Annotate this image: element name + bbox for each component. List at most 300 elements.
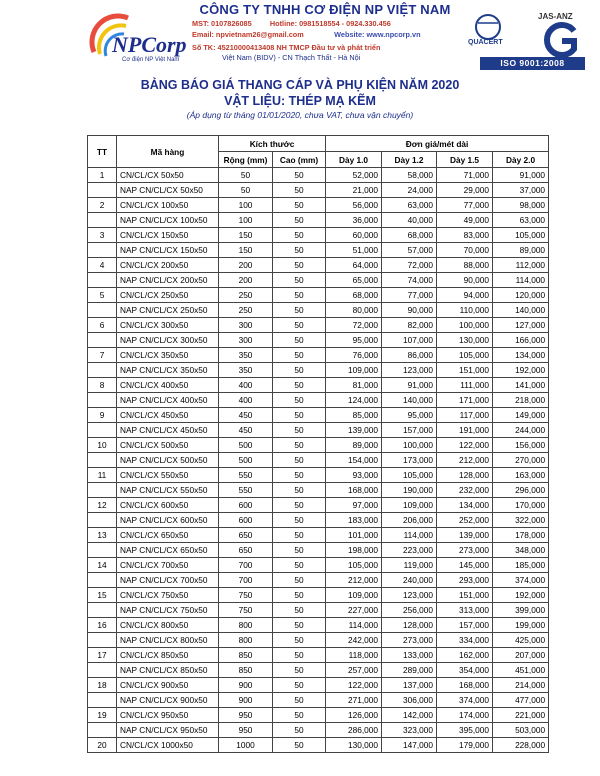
cell-price-d12: 240,000	[382, 573, 437, 588]
table-row	[88, 363, 549, 378]
cell-price-d10: 168,000	[326, 483, 382, 498]
cell-price-d15: 71,000	[437, 168, 493, 183]
contact-line-1	[192, 19, 391, 28]
cell-tt: 19	[88, 708, 117, 723]
cell-price-d12: 289,000	[382, 663, 437, 678]
header-height: Cao (mm)	[273, 152, 326, 168]
cell-width: 700	[219, 558, 273, 573]
cell-price-d10: 118,000	[326, 648, 382, 663]
cell-price-d20: 114,000	[493, 273, 549, 288]
table-row	[88, 693, 549, 708]
cell-tt	[88, 633, 117, 648]
cell-price-d12: 137,000	[382, 678, 437, 693]
cell-price-d12: 147,000	[382, 738, 437, 753]
cell-item: NAP CN/CL/CX 850x50	[117, 663, 219, 678]
table-row	[88, 543, 549, 558]
cell-price-d20: 163,000	[493, 468, 549, 483]
jas-anz-label: JAS-ANZ	[538, 12, 573, 21]
cell-height: 50	[273, 228, 326, 243]
cell-item: NAP CN/CL/CX 650x50	[117, 543, 219, 558]
cell-tt	[88, 243, 117, 258]
cell-price-d20: 425,000	[493, 633, 549, 648]
cell-price-d10: 227,000	[326, 603, 382, 618]
cell-price-d20: 91,000	[493, 168, 549, 183]
cell-price-d20: 170,000	[493, 498, 549, 513]
table-row	[88, 198, 549, 213]
cell-price-d15: 128,000	[437, 468, 493, 483]
cell-price-d10: 242,000	[326, 633, 382, 648]
cell-price-d20: 199,000	[493, 618, 549, 633]
cell-width: 900	[219, 693, 273, 708]
cell-price-d20: 105,000	[493, 228, 549, 243]
cell-price-d10: 89,000	[326, 438, 382, 453]
cell-price-d10: 105,000	[326, 558, 382, 573]
website: Website: www.npcorp.vn	[334, 30, 421, 39]
cell-tt: 4	[88, 258, 117, 273]
cell-item: CN/CL/CX 500x50	[117, 438, 219, 453]
cell-price-d20: 244,000	[493, 423, 549, 438]
header-width: Rộng (mm)	[219, 152, 273, 168]
table-row	[88, 723, 549, 738]
cell-item: NAP CN/CL/CX 450x50	[117, 423, 219, 438]
cell-price-d15: 145,000	[437, 558, 493, 573]
cell-price-d12: 100,000	[382, 438, 437, 453]
cell-tt: 17	[88, 648, 117, 663]
cell-height: 50	[273, 513, 326, 528]
cell-tt: 3	[88, 228, 117, 243]
cell-width: 400	[219, 378, 273, 393]
cell-width: 500	[219, 453, 273, 468]
cell-price-d10: 80,000	[326, 303, 382, 318]
cell-height: 50	[273, 648, 326, 663]
cell-price-d12: 128,000	[382, 618, 437, 633]
cell-price-d12: 173,000	[382, 453, 437, 468]
cell-width: 600	[219, 513, 273, 528]
cell-price-d15: 117,000	[437, 408, 493, 423]
table-row	[88, 528, 549, 543]
cell-width: 350	[219, 348, 273, 363]
cell-height: 50	[273, 168, 326, 183]
cell-item: NAP CN/CL/CX 150x50	[117, 243, 219, 258]
cell-price-d10: 81,000	[326, 378, 382, 393]
cell-price-d15: 130,000	[437, 333, 493, 348]
cell-tt	[88, 303, 117, 318]
cell-price-d12: 91,000	[382, 378, 437, 393]
cell-tt: 12	[88, 498, 117, 513]
cell-price-d12: 157,000	[382, 423, 437, 438]
cell-height: 50	[273, 318, 326, 333]
cell-price-d10: 114,000	[326, 618, 382, 633]
cell-width: 50	[219, 168, 273, 183]
cell-price-d12: 90,000	[382, 303, 437, 318]
cell-width: 700	[219, 573, 273, 588]
material-title: VẬT LIỆU: THÉP MẠ KẼM	[224, 94, 376, 108]
cell-price-d12: 133,000	[382, 648, 437, 663]
cell-price-d10: 93,000	[326, 468, 382, 483]
cell-item: CN/CL/CX 400x50	[117, 378, 219, 393]
cell-item: NAP CN/CL/CX 300x50	[117, 333, 219, 348]
cell-price-d10: 72,000	[326, 318, 382, 333]
cell-height: 50	[273, 558, 326, 573]
cell-item: NAP CN/CL/CX 350x50	[117, 363, 219, 378]
cell-price-d20: 348,000	[493, 543, 549, 558]
cell-price-d20: 218,000	[493, 393, 549, 408]
header-item: Mã hàng	[117, 136, 219, 168]
cell-width: 300	[219, 333, 273, 348]
cell-price-d15: 334,000	[437, 633, 493, 648]
cell-height: 50	[273, 198, 326, 213]
cell-price-d12: 105,000	[382, 468, 437, 483]
cell-price-d10: 56,000	[326, 198, 382, 213]
cell-tt	[88, 483, 117, 498]
cell-item: CN/CL/CX 550x50	[117, 468, 219, 483]
cell-price-d10: 139,000	[326, 423, 382, 438]
cell-height: 50	[273, 603, 326, 618]
cell-tt: 8	[88, 378, 117, 393]
table-row	[88, 468, 549, 483]
cell-price-d15: 252,000	[437, 513, 493, 528]
table-row	[88, 678, 549, 693]
cell-price-d15: 90,000	[437, 273, 493, 288]
cell-width: 150	[219, 243, 273, 258]
cell-tt: 13	[88, 528, 117, 543]
cell-price-d15: 110,000	[437, 303, 493, 318]
cell-price-d20: 149,000	[493, 408, 549, 423]
cell-price-d15: 77,000	[437, 198, 493, 213]
quacert-name: QUACERT	[468, 39, 503, 46]
table-row	[88, 288, 549, 303]
logo-text: NPCorp	[112, 32, 187, 57]
cell-item: CN/CL/CX 50x50	[117, 168, 219, 183]
cell-price-d10: 122,000	[326, 678, 382, 693]
cell-price-d10: 109,000	[326, 588, 382, 603]
cell-price-d20: 228,000	[493, 738, 549, 753]
table-row	[88, 168, 549, 183]
cell-item: CN/CL/CX 950x50	[117, 708, 219, 723]
cell-item: CN/CL/CX 200x50	[117, 258, 219, 273]
cell-item: CN/CL/CX 900x50	[117, 678, 219, 693]
cell-item: CN/CL/CX 1000x50	[117, 738, 219, 753]
cell-price-d10: 198,000	[326, 543, 382, 558]
header-d20: Dày 2.0	[493, 152, 549, 168]
cell-price-d20: 37,000	[493, 183, 549, 198]
email: Email: npvietnam26@gmail.com	[192, 30, 304, 39]
cell-item: NAP CN/CL/CX 400x50	[117, 393, 219, 408]
cell-item: NAP CN/CL/CX 550x50	[117, 483, 219, 498]
cell-height: 50	[273, 423, 326, 438]
cell-price-d12: 57,000	[382, 243, 437, 258]
cell-tt	[88, 543, 117, 558]
table-row	[88, 558, 549, 573]
cell-price-d20: 451,000	[493, 663, 549, 678]
cell-width: 600	[219, 498, 273, 513]
cell-height: 50	[273, 408, 326, 423]
cell-price-d15: 212,000	[437, 453, 493, 468]
cell-price-d15: 151,000	[437, 363, 493, 378]
cell-price-d12: 95,000	[382, 408, 437, 423]
cell-height: 50	[273, 498, 326, 513]
cell-price-d15: 94,000	[437, 288, 493, 303]
cell-tt	[88, 273, 117, 288]
cell-price-d10: 130,000	[326, 738, 382, 753]
cell-price-d12: 86,000	[382, 348, 437, 363]
cell-price-d20: 399,000	[493, 603, 549, 618]
cell-price-d15: 395,000	[437, 723, 493, 738]
cell-height: 50	[273, 393, 326, 408]
cell-price-d12: 72,000	[382, 258, 437, 273]
cell-price-d20: 322,000	[493, 513, 549, 528]
table-row	[88, 738, 549, 753]
cell-price-d15: 179,000	[437, 738, 493, 753]
cell-width: 800	[219, 633, 273, 648]
cell-tt: 16	[88, 618, 117, 633]
cell-item: NAP CN/CL/CX 250x50	[117, 303, 219, 318]
cell-price-d20: 140,000	[493, 303, 549, 318]
header-price-group: Đơn giá/mét dài	[326, 136, 549, 152]
cell-price-d12: 123,000	[382, 363, 437, 378]
cell-width: 100	[219, 198, 273, 213]
cell-price-d20: 156,000	[493, 438, 549, 453]
cell-price-d10: 183,000	[326, 513, 382, 528]
cell-item: CN/CL/CX 850x50	[117, 648, 219, 663]
cell-tt	[88, 573, 117, 588]
cell-tt	[88, 213, 117, 228]
cell-price-d15: 191,000	[437, 423, 493, 438]
cell-width: 850	[219, 648, 273, 663]
cell-price-d10: 101,000	[326, 528, 382, 543]
cell-width: 350	[219, 363, 273, 378]
cell-price-d15: 273,000	[437, 543, 493, 558]
cell-price-d15: 162,000	[437, 648, 493, 663]
cell-price-d20: 134,000	[493, 348, 549, 363]
price-note: (Áp dụng từ tháng 01/01/2020, chưa VAT, chưa vận chuyển)	[186, 110, 414, 120]
quacert-badge	[470, 13, 590, 69]
cell-price-d12: 256,000	[382, 603, 437, 618]
cell-width: 800	[219, 618, 273, 633]
cell-price-d10: 52,000	[326, 168, 382, 183]
table-row	[88, 258, 549, 273]
cell-price-d20: 89,000	[493, 243, 549, 258]
cell-tt	[88, 363, 117, 378]
cell-price-d20: 112,000	[493, 258, 549, 273]
cell-tt	[88, 183, 117, 198]
cell-width: 500	[219, 438, 273, 453]
cell-tt	[88, 393, 117, 408]
table-row	[88, 708, 549, 723]
contact-line-2	[192, 30, 421, 39]
cell-price-d10: 51,000	[326, 243, 382, 258]
cell-width: 650	[219, 543, 273, 558]
table-row	[88, 393, 549, 408]
cell-item: NAP CN/CL/CX 100x50	[117, 213, 219, 228]
header-d10: Dày 1.0	[326, 152, 382, 168]
iso-label: ISO 9001:2008	[480, 57, 585, 70]
cell-height: 50	[273, 438, 326, 453]
cell-height: 50	[273, 213, 326, 228]
table-row	[88, 243, 549, 258]
cell-price-d10: 286,000	[326, 723, 382, 738]
cell-tt	[88, 693, 117, 708]
table-row	[88, 618, 549, 633]
document-header	[0, 0, 600, 72]
cell-tt: 1	[88, 168, 117, 183]
cell-price-d12: 63,000	[382, 198, 437, 213]
cell-width: 400	[219, 393, 273, 408]
cell-price-d20: 166,000	[493, 333, 549, 348]
table-row	[88, 228, 549, 243]
table-row	[88, 513, 549, 528]
cell-item: NAP CN/CL/CX 50x50	[117, 183, 219, 198]
cell-width: 900	[219, 678, 273, 693]
cell-width: 450	[219, 408, 273, 423]
cell-tt: 6	[88, 318, 117, 333]
cell-price-d20: 503,000	[493, 723, 549, 738]
table-row	[88, 663, 549, 678]
cell-width: 150	[219, 228, 273, 243]
table-row	[88, 648, 549, 663]
cell-price-d15: 139,000	[437, 528, 493, 543]
cell-height: 50	[273, 588, 326, 603]
cell-price-d20: 192,000	[493, 363, 549, 378]
cell-height: 50	[273, 663, 326, 678]
cell-price-d12: 119,000	[382, 558, 437, 573]
cell-price-d15: 88,000	[437, 258, 493, 273]
cell-height: 50	[273, 258, 326, 273]
company-name: CÔNG TY TNHH CƠ ĐIỆN NP VIỆT NAM	[199, 2, 451, 17]
cell-price-d12: 140,000	[382, 393, 437, 408]
cell-price-d20: 192,000	[493, 588, 549, 603]
cell-price-d10: 154,000	[326, 453, 382, 468]
table-row	[88, 213, 549, 228]
cell-height: 50	[273, 573, 326, 588]
cell-width: 50	[219, 183, 273, 198]
cell-item: NAP CN/CL/CX 950x50	[117, 723, 219, 738]
cell-price-d10: 36,000	[326, 213, 382, 228]
cell-width: 650	[219, 528, 273, 543]
cell-height: 50	[273, 303, 326, 318]
header-d15: Dày 1.5	[437, 152, 493, 168]
cell-width: 550	[219, 483, 273, 498]
cell-price-d12: 190,000	[382, 483, 437, 498]
npcorp-logo	[88, 12, 200, 64]
cell-price-d12: 68,000	[382, 228, 437, 243]
cell-tt	[88, 423, 117, 438]
header-tt: TT	[88, 136, 117, 168]
cell-tt	[88, 453, 117, 468]
cell-price-d20: 127,000	[493, 318, 549, 333]
table-row	[88, 273, 549, 288]
cell-price-d12: 114,000	[382, 528, 437, 543]
cell-item: NAP CN/CL/CX 800x50	[117, 633, 219, 648]
cell-price-d20: 214,000	[493, 678, 549, 693]
cell-height: 50	[273, 693, 326, 708]
cell-height: 50	[273, 453, 326, 468]
cell-height: 50	[273, 483, 326, 498]
cell-item: NAP CN/CL/CX 500x50	[117, 453, 219, 468]
cell-price-d12: 58,000	[382, 168, 437, 183]
cell-tt: 10	[88, 438, 117, 453]
table-row	[88, 183, 549, 198]
cell-item: CN/CL/CX 650x50	[117, 528, 219, 543]
cell-price-d15: 105,000	[437, 348, 493, 363]
table-row	[88, 603, 549, 618]
logo-subtext: Cơ điện NP Việt Nam	[122, 57, 180, 63]
table-row	[88, 303, 549, 318]
cell-price-d10: 76,000	[326, 348, 382, 363]
table-row	[88, 378, 549, 393]
cell-price-d12: 109,000	[382, 498, 437, 513]
cell-height: 50	[273, 543, 326, 558]
cell-price-d10: 212,000	[326, 573, 382, 588]
cell-item: CN/CL/CX 350x50	[117, 348, 219, 363]
bank-line-2: Việt Nam (BIDV) - CN Thạch Thất - Hà Nội	[222, 53, 361, 62]
cell-item: CN/CL/CX 300x50	[117, 318, 219, 333]
cell-price-d15: 83,000	[437, 228, 493, 243]
cell-height: 50	[273, 708, 326, 723]
cell-width: 200	[219, 258, 273, 273]
table-row	[88, 573, 549, 588]
cell-price-d12: 74,000	[382, 273, 437, 288]
cell-height: 50	[273, 633, 326, 648]
cell-price-d15: 70,000	[437, 243, 493, 258]
cell-price-d10: 95,000	[326, 333, 382, 348]
cell-height: 50	[273, 378, 326, 393]
cell-price-d15: 111,000	[437, 378, 493, 393]
cell-price-d12: 40,000	[382, 213, 437, 228]
cell-height: 50	[273, 333, 326, 348]
cell-item: CN/CL/CX 800x50	[117, 618, 219, 633]
cell-item: CN/CL/CX 100x50	[117, 198, 219, 213]
cell-price-d10: 271,000	[326, 693, 382, 708]
cell-height: 50	[273, 183, 326, 198]
table-row	[88, 318, 549, 333]
cell-tt: 15	[88, 588, 117, 603]
cell-tt: 7	[88, 348, 117, 363]
cell-price-d20: 207,000	[493, 648, 549, 663]
cell-width: 450	[219, 423, 273, 438]
cell-tt	[88, 723, 117, 738]
table-row	[88, 453, 549, 468]
cell-item: CN/CL/CX 250x50	[117, 288, 219, 303]
cell-tt: 9	[88, 408, 117, 423]
cell-width: 750	[219, 603, 273, 618]
cell-price-d15: 134,000	[437, 498, 493, 513]
cell-width: 850	[219, 663, 273, 678]
cell-width: 250	[219, 288, 273, 303]
cell-height: 50	[273, 363, 326, 378]
cell-height: 50	[273, 348, 326, 363]
table-row	[88, 483, 549, 498]
table-row	[88, 348, 549, 363]
cell-price-d12: 107,000	[382, 333, 437, 348]
cell-price-d20: 141,000	[493, 378, 549, 393]
cell-price-d15: 122,000	[437, 438, 493, 453]
table-row	[88, 633, 549, 648]
cell-width: 950	[219, 708, 273, 723]
cell-price-d10: 85,000	[326, 408, 382, 423]
cell-height: 50	[273, 678, 326, 693]
cell-tt: 14	[88, 558, 117, 573]
cell-price-d20: 270,000	[493, 453, 549, 468]
cell-height: 50	[273, 738, 326, 753]
cell-price-d15: 313,000	[437, 603, 493, 618]
cell-width: 200	[219, 273, 273, 288]
cell-price-d10: 68,000	[326, 288, 382, 303]
cell-price-d20: 185,000	[493, 558, 549, 573]
cell-width: 750	[219, 588, 273, 603]
cell-price-d15: 29,000	[437, 183, 493, 198]
cell-price-d15: 174,000	[437, 708, 493, 723]
